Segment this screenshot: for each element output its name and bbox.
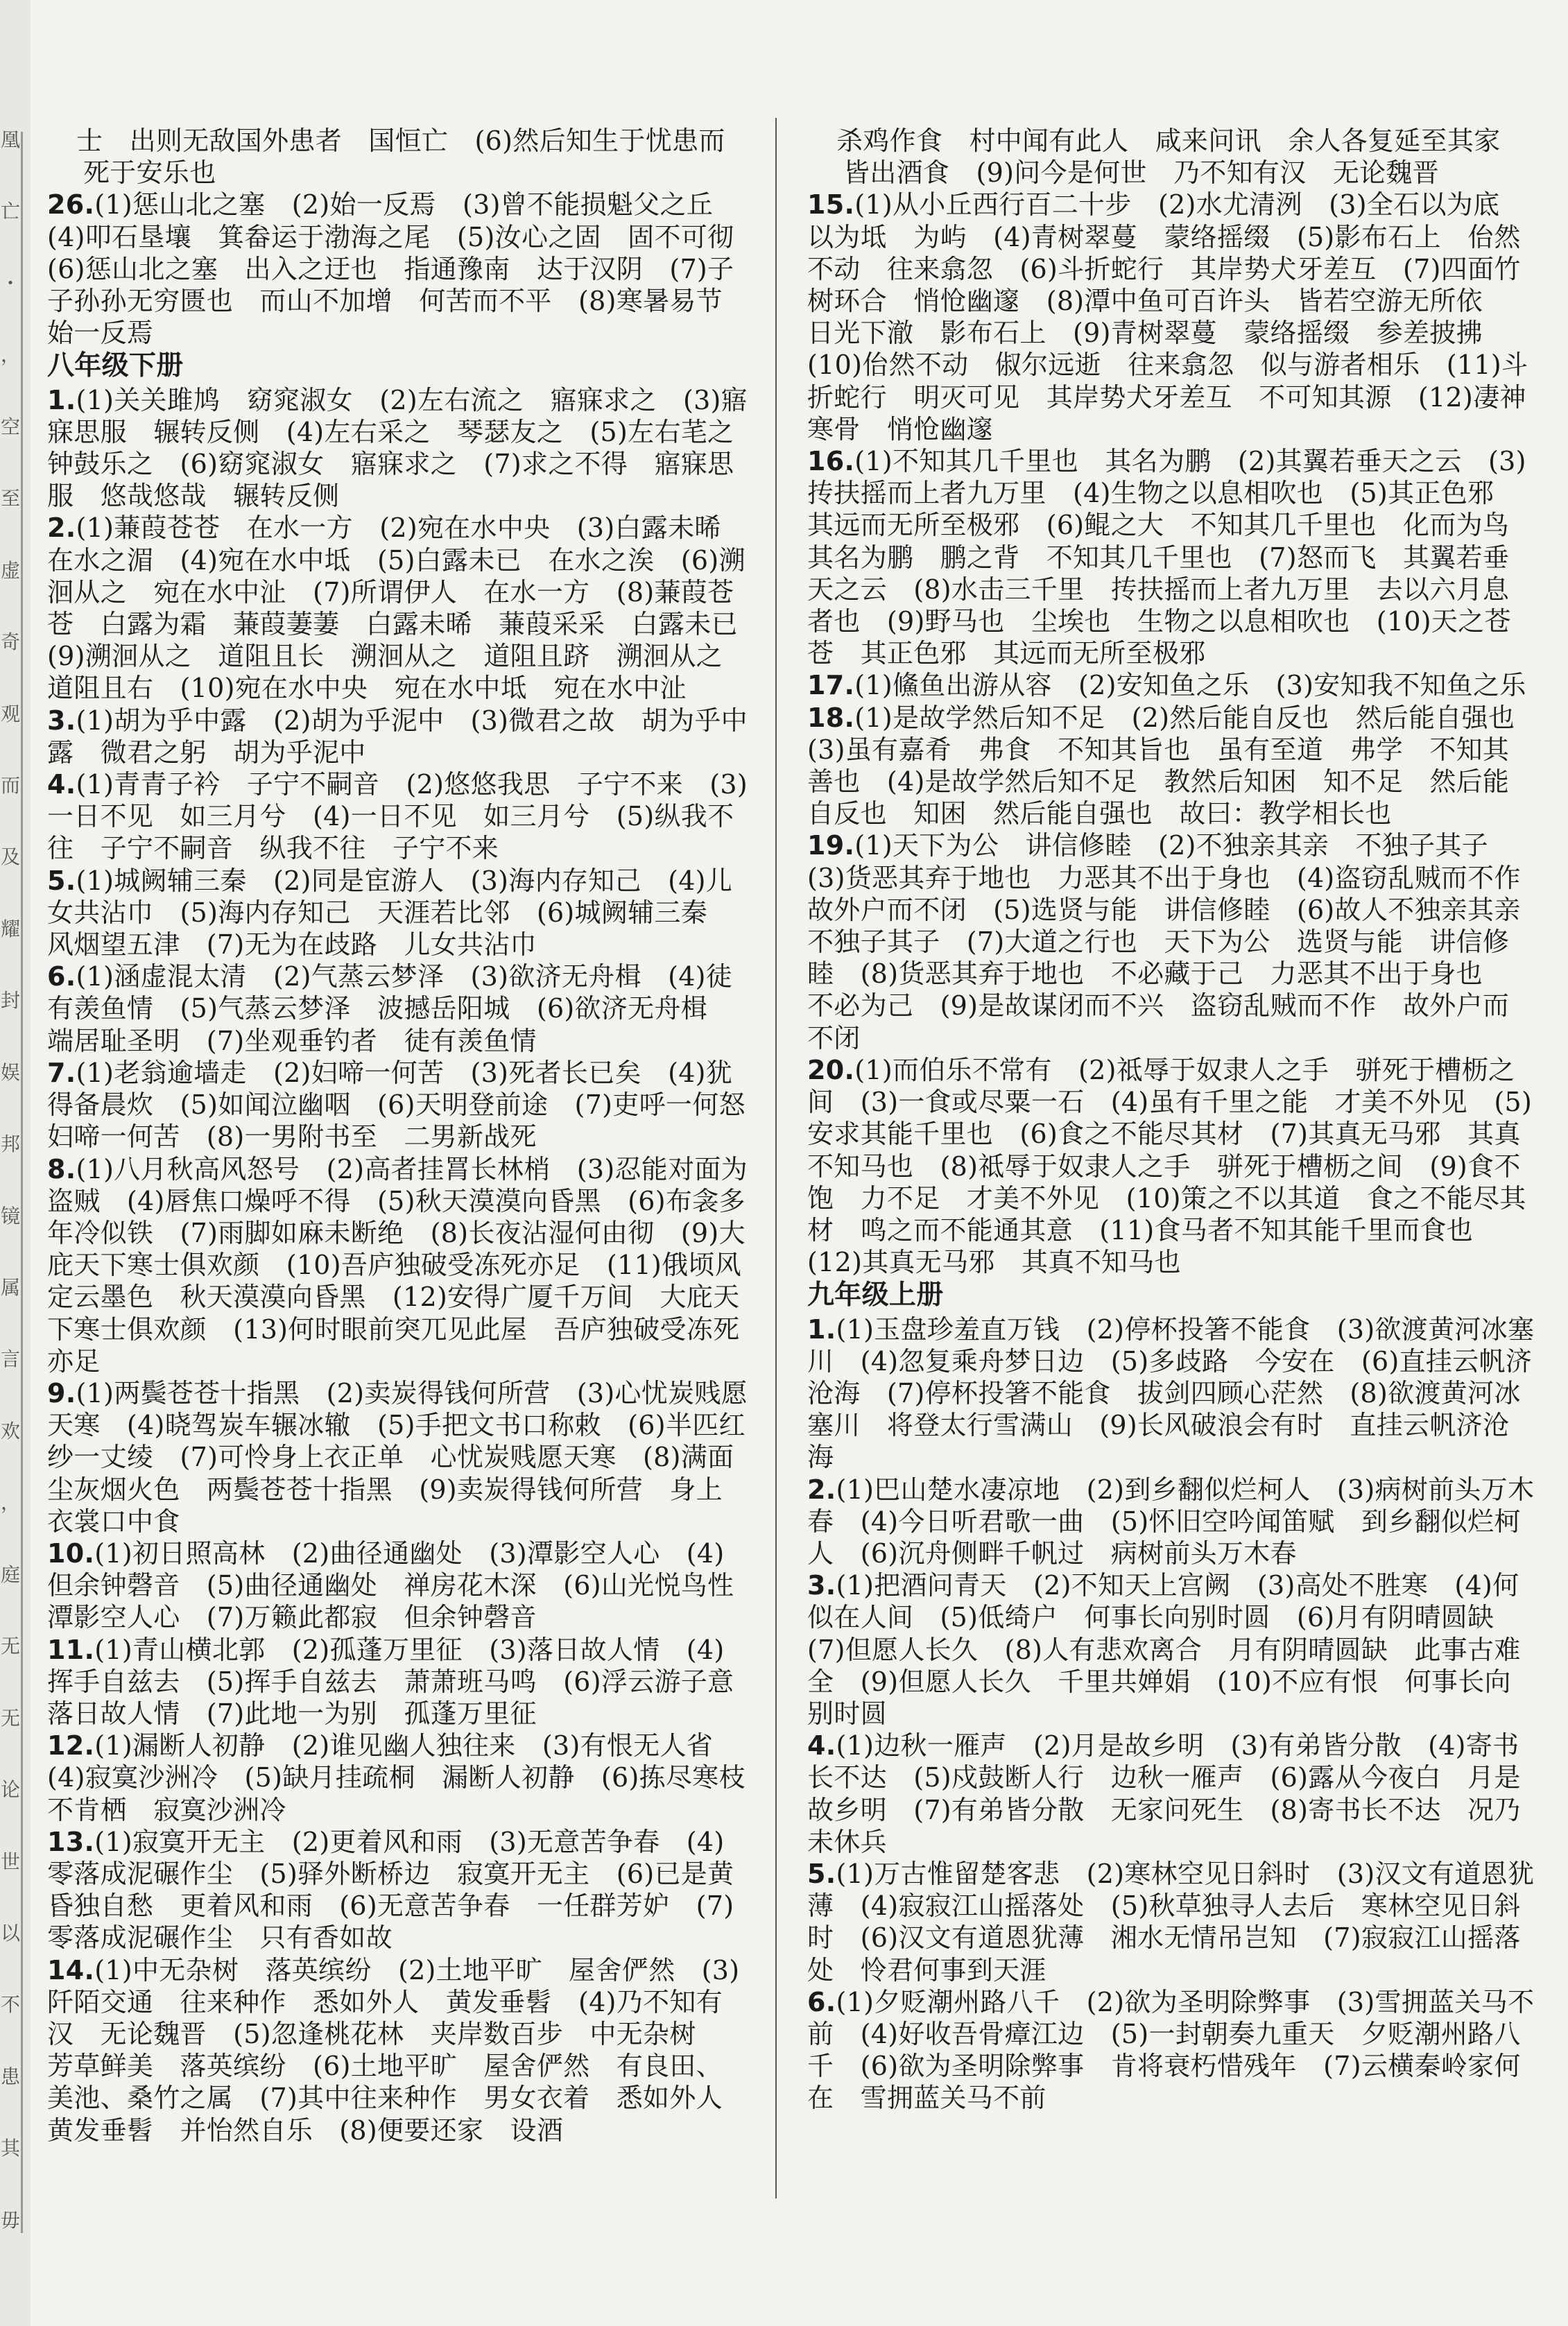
answer-text: (1)惩山北之塞 (2)始一反焉 (3)曾不能损魁父之丘 (4)叩石垦壤 箕畚运于渤海之尾 (5)汝心之固 固不可彻 (6)惩山北之塞 出入之迂也 指通豫南 达于汉阴 (7)子子孙孙无穷匮也 而山不加增 何苦而不平 (8)寒暑易节 始一反焉: [47, 189, 761, 349]
answer-text: (1)夕贬潮州路八千 (2)欲为圣明除弊事 (3)雪拥蓝关马不前 (4)好收吾骨瘴江边 (5)一封朝奏九重天 夕贬潮州路八千 (6)欲为圣明除弊事 肯将衰朽惜残年 (7)云横秦岭家何在 雪拥蓝关马不前: [807, 1986, 1535, 2114]
answer-item: [47, 512, 765, 704]
answer-item: [47, 768, 748, 865]
margin-mark: 言: [1, 1347, 21, 1371]
margin-mark: 镜: [1, 1204, 21, 1227]
answer-number: 10.: [47, 1537, 95, 1569]
answer-text: (1)城阙辅三秦 (2)同是宦游人 (3)海内存知己 (4)儿女共沾巾 (5)海内存知己 天涯若比邻 (6)城阙辅三秦 风烟望五津 (7)无为在歧路 儿女共沾巾: [47, 865, 734, 960]
margin-mark: 其: [1, 2137, 21, 2160]
answer-text: (1)是故学然后知不足 (2)然后能自反也 然后能自强也 (3)虽有嘉肴 弗食 不知其旨也 虽有至道 弗学 不知其善也 (4)是故学然后知不足 教然后知困 知不足 然后能自反也 知困 然后能自强也 故曰：教学相长也: [807, 702, 1542, 829]
answer-number: 5.: [807, 1858, 836, 1889]
margin-mark: ，: [1, 1491, 21, 1515]
margin-mark: 耀: [1, 917, 21, 940]
answer-text: (1)初日照高林 (2)曲径通幽处 (3)潭影空人心 (4)但余钟磬音 (5)曲径通幽处 禅房花木深 (6)山光悦鸟性 潭影空人心 (7)万籁此都寂 但余钟磬音: [47, 1537, 761, 1633]
answer-text: (1)玉盘珍羞直万钱 (2)停杯投箸不能食 (3)欲渡黄河冰塞川 (4)忽复乘舟梦日边 (5)多歧路 今安在 (6)直挂云帆济沧海 (7)停杯投箸不能食 拔剑四顾心茫然 (8)欲渡黄河冰塞川 将登太行雪满山 (9)长风破浪会有时 直挂云帆济沧海: [807, 1313, 1535, 1473]
answer-number: 1.: [47, 384, 76, 415]
continued-answer: 士 出则无敌国外患者 国恒亡 (6)然后知生于忧患而死于安乐也: [76, 126, 725, 189]
answer-number: 7.: [47, 1057, 76, 1088]
margin-mark: 属: [1, 1276, 21, 1299]
answer-text: (1)老翁逾墙走 (2)妇啼一何苦 (3)死者长已矣 (4)犹得备晨炊 (5)如闻泣幽咽 (6)天明登前途 (7)吏呼一何怒 妇啼一何苦 (8)一男附书至 二男新战死: [47, 1057, 773, 1153]
answer-text: (1)青青子衿 子宁不嗣音 (2)悠悠我思 子宁不来 (3)一日不见 如三月兮 (4)一日不见 如三月兮 (5)纵我不往 子宁不嗣音 纵我不往 子宁不来: [47, 769, 748, 864]
answer-item: [807, 1474, 1535, 1570]
binding-rule: [21, 132, 23, 2233]
answer-text: (1)边秋一雁声 (2)月是故乡明 (3)有弟皆分散 (4)寄书长不达 (5)戍鼓断人行 边秋一雁声 (6)露从今夜白 月是故乡明 (7)有弟皆分散 无家问死生 (8)寄书长不达 况乃未休兵: [807, 1730, 1521, 1857]
margin-mark: 虚: [1, 558, 21, 582]
margin-mark: 世: [1, 1850, 21, 1873]
margin-mark: 邦: [1, 1132, 21, 1156]
answer-item: [807, 669, 1535, 701]
answer-text: (1)而伯乐不常有 (2)祗辱于奴隶人之手 骈死于槽枥之间 (3)一食或尽粟一石 (4)虽有千里之能 才美不外见 (5)安求其能千里也 (6)食之不能尽其材 (7)其真无马邪 其真不知马也 (8)祗辱于奴隶人之手 骈死于槽枥之间 (9)食不饱 力不足 才美不外见 (10)策之不以其道 食之不能尽其材 鸣之而不能通其意 (11)食马者不知其能千里而食也 (12)其真无马邪 其真不知马也: [807, 1054, 1533, 1278]
margin-marks: [1, 125, 19, 2233]
answer-number: 16.: [807, 446, 855, 477]
margin-mark: 观: [1, 702, 21, 725]
margin-mark: 论: [1, 1778, 21, 1802]
answer-number: 4.: [47, 769, 76, 800]
answer-text: (1)中无杂树 落英缤纷 (2)土地平旷 屋舍俨然 (3)阡陌交通 往来种作 悉如外人 黄发垂髫 (4)乃不知有汉 无论魏晋 (5)忽逢桃花林 夹岸数百步 中无杂树 芳草鲜美 落英缤纷 (6)土地平旷 屋舍俨然 有良田、美池、桑竹之属 (7)其中往来种作 男女衣着 悉如外人 黄发垂髫 并怡然自乐 (8)便要还家 设酒: [47, 1954, 750, 2146]
margin-mark: 封: [1, 989, 21, 1013]
answer-item: [47, 189, 761, 349]
answer-text: (1)关关雎鸠 窈窕淑女 (2)左右流之 寤寐求之 (3)寤寐思服 辗转反侧 (4)左右采之 琴瑟友之 (5)左右芼之 钟鼓乐之 (6)窈窕淑女 寤寐求之 (7)求之不得 寤寐思服 悠哉悠哉 辗转反侧: [47, 384, 761, 512]
answer-item: [47, 960, 748, 1057]
answer-text: (1)不知其几千里也 其名为鹏 (2)其翼若垂天之云 (3)抟扶摇而上者九万里 (4)生物之以息相吹也 (5)其正色邪 其远而无所至极邪 (6)鲲之大 不知其几千里也 化而为鸟 其名为鹏 鹏之背 不知其几千里也 (7)怒而飞 其翼若垂天之云 (8)水击三千里 抟扶摇而上者九万里 去以六月息者也 (9)野马也 尘埃也 生物之以息相吹也 (10)天之苍苍 其正色邪 其远而无所至极邪: [807, 446, 1536, 669]
answer-item: [47, 1153, 748, 1377]
answer-number: 15.: [807, 189, 855, 221]
answer-number: 14.: [47, 1954, 95, 1985]
margin-mark: 以: [1, 1921, 21, 1945]
answer-text: (1)把酒问青天 (2)不知天上宫阙 (3)高处不胜寒 (4)何似在人间 (5)低绮户 何事长向别时圆 (6)月有阴晴圆缺 (7)但愿人长久 (8)人有悲欢离合 月有阴晴圆缺 此事古难全 (9)但愿人长久 千里共婵娟 (10)不应有恨 何事长向别时圆: [807, 1570, 1521, 1729]
column-divider: [775, 118, 777, 2198]
answer-text: (1)鯈鱼出游从容 (2)安知鱼之乐 (3)安知我不知鱼之乐: [854, 670, 1526, 701]
answer-number: 26.: [47, 189, 95, 221]
answer-text: (1)漏断人初静 (2)谁见幽人独往来 (3)有恨无人省 (4)寂寞沙洲冷 (5)缺月挂疏桐 漏断人初静 (6)拣尽寒枝不肯栖 寂寞沙洲冷: [47, 1730, 746, 1825]
answer-item: [807, 189, 1535, 445]
answer-number: 19.: [807, 830, 855, 861]
answer-number: 1.: [807, 1313, 836, 1345]
answer-number: 8.: [47, 1153, 76, 1184]
answer-item: [47, 1634, 761, 1730]
margin-mark: 欢: [1, 1419, 21, 1442]
answer-item: [807, 1986, 1535, 2114]
margin-mark: ・: [1, 271, 21, 295]
section-heading: 九年级上册: [807, 1280, 944, 1311]
answer-item: [47, 1954, 748, 2146]
answer-text: (1)巴山楚水凄凉地 (2)到乡翻似烂柯人 (3)病树前头万木春 (4)今日听君歌一曲 (5)怀旧空吟闻笛赋 到乡翻似烂柯人 (6)沉舟侧畔千帆过 病树前头万木春: [807, 1474, 1535, 1569]
answer-number: 2.: [807, 1474, 836, 1505]
answer-item: [47, 1377, 748, 1537]
answer-number: 5.: [47, 865, 76, 896]
answer-item: [807, 445, 1535, 669]
answer-item: [47, 1826, 748, 1954]
answer-text: (1)两鬓苍苍十指黑 (2)卖炭得钱何所营 (3)心忧炭贱愿天寒 (4)晓驾炭车辗冰辙 (5)手把文书口称敕 (6)半匹红纱一丈绫 (7)可怜身上衣正单 心忧炭贱愿天寒 (8)满面尘灰烟火色 两鬓苍苍十指黑 (9)卖炭得钱何所营 身上衣裳口中食: [47, 1377, 748, 1537]
margin-mark: 凰: [1, 128, 21, 151]
answer-item: [47, 384, 761, 512]
answer-item: [47, 1537, 761, 1634]
answer-item: [807, 1858, 1535, 1986]
section-heading: 八年级下册: [47, 350, 184, 382]
margin-mark: ，: [1, 343, 21, 367]
answer-number: 9.: [47, 1377, 76, 1408]
answer-item: [47, 865, 748, 961]
margin-mark: 不: [1, 1993, 21, 2017]
margin-mark: 无: [1, 1706, 21, 1730]
answer-text: (1)寂寞开无主 (2)更着风和雨 (3)无意苦争春 (4)零落成泥碾作尘 (5)驿外断桥边 寂寞开无主 (6)已是黄昏独自愁 更着风和雨 (6)无意苦争春 一任群芳妒 (7)零落成泥碾作尘 只有香如故: [47, 1826, 734, 1954]
answer-text: (1)从小丘西行百二十步 (2)水尤清洌 (3)全石以为底 以为坻 为屿 (4)青树翠蔓 蒙络摇缀 (5)影布石上 佁然不动 往来翕忽 (6)斗折蛇行 其岸势犬牙差互 (7)四面竹树环合 悄怆幽邃 (8)潭中鱼可百许头 皆若空游无所依 日光下澈 影布石上 (9)青树翠蔓 蒙络摇缀 参差披拂 (10)佁然不动 俶尔远逝 往来翕忽 似与游者相乐 (11)斗折蛇行 明灭可见 其岸势犬牙差互 不可知其源 (12)凄神寒骨 悄怆幽邃: [807, 189, 1528, 445]
answer-item: [47, 1730, 748, 1826]
answer-item: [807, 1569, 1535, 1730]
answer-number: 20.: [807, 1054, 855, 1085]
margin-mark: 毋: [1, 2208, 21, 2232]
answer-item: [47, 705, 748, 768]
answer-text: (1)八月秋高风怒号 (2)高者挂罥长林梢 (3)忍能对面为盗贼 (4)唇焦口燥呼不得 (5)秋天漠漠向昏黑 (6)布衾多年冷似铁 (7)雨脚如麻未断绝 (8)长夜沾湿何由彻 (9)大庇天下寒士俱欢颜 (10)吾庐独破受冻死亦足 (11)俄顷风定云墨色 秋天漠漠向昏黑 (12)安得广厦千万间 大庇天下寒士俱欢颜 (13)何时眼前突兀见此屋 吾庐独破受冻死亦足: [47, 1153, 748, 1377]
answer-number: 13.: [47, 1826, 95, 1857]
margin-mark: 而: [1, 773, 21, 797]
answer-item: [807, 1054, 1535, 1278]
answer-text: (1)蒹葭苍苍 在水一方 (2)宛在水中央 (3)白露未晞 在水之湄 (4)宛在水中坻 (5)白露未已 在水之涘 (6)溯洄从之 宛在水中沚 (7)所谓伊人 在水一方 (8)蒹葭苍苍 白露为霜 蒹葭萋萋 白露未晞 蒹葭采采 白露未已 (9)溯洄从之 道阻且长 溯洄从之 道阻且跻 溯洄从之 道阻且右 (10)宛在水中央 宛在水中坻 宛在水中沚: [47, 512, 765, 704]
answer-number: 3.: [807, 1570, 836, 1601]
answer-number: 3.: [47, 705, 76, 736]
left-column: [47, 125, 773, 2219]
margin-mark: 庭: [1, 1562, 21, 1586]
answer-number: 6.: [47, 961, 76, 992]
answer-item: [807, 702, 1542, 830]
answer-number: 18.: [807, 702, 855, 733]
answer-item: [47, 1057, 773, 1153]
answer-text: (1)万古惟留楚客悲 (2)寒林空见日斜时 (3)汉文有道恩犹薄 (4)寂寂江山摇落处 (5)秋草独寻人去后 寒林空见日斜时 (6)汉文有道恩犹薄 湘水无情吊岂知 (7)寂寂江山摇落处 怜君何事到天涯: [807, 1858, 1535, 1985]
answer-number: 11.: [47, 1634, 95, 1665]
answer-text: (1)青山横北郭 (2)孤蓬万里征 (3)落日故人情 (4)挥手自兹去 (5)挥手自兹去 萧萧班马鸣 (6)浮云游子意 落日故人情 (7)此地一为别 孤蓬万里征: [47, 1634, 761, 1729]
margin-mark: 奇: [1, 630, 21, 654]
margin-mark: 无: [1, 1635, 21, 1658]
margin-mark: 亡: [1, 200, 21, 223]
answer-number: 4.: [807, 1730, 836, 1761]
margin-mark: 患: [1, 2065, 21, 2088]
answer-text: (1)天下为公 讲信修睦 (2)不独亲其亲 不独子其子 (3)货恶其弃于地也 力恶其不出于身也 (4)盗窃乱贼而不作 故外户而不闭 (5)选贤与能 讲信修睦 (6)故人不独亲其亲 不独子其子 (7)大道之行也 天下为公 选贤与能 讲信修睦 (8)货恶其弃于地也 不必藏于己 力恶其不出于身也 不必为己 (9)是故谋闭而不兴 盗窃乱贼而不作 故外户而不闭: [807, 830, 1547, 1053]
margin-mark: 至: [1, 487, 21, 510]
continued-answer: 杀鸡作食 村中闻有此人 咸来问讯 余人各复延至其家 皆出酒食 (9)问今是何世 乃不知有汉 无论魏晋: [836, 126, 1527, 189]
answer-number: 2.: [47, 512, 76, 544]
answer-number: 12.: [47, 1730, 95, 1761]
margin-mark: 空: [1, 415, 21, 438]
answer-text: (1)涵虚混太清 (2)气蒸云梦泽 (3)欲济无舟楫 (4)徒有羡鱼情 (5)气蒸云梦泽 波撼岳阳城 (6)欲济无舟楫 端居耻圣明 (7)坐观垂钓者 徒有羡鱼情: [47, 961, 734, 1056]
answer-item: [807, 1313, 1535, 1474]
answer-number: 6.: [807, 1986, 836, 2017]
answer-item: [807, 829, 1547, 1053]
margin-mark: 娱: [1, 1060, 21, 1084]
right-column: [807, 125, 1547, 2219]
answer-item: [807, 1730, 1535, 1858]
margin-mark: 及: [1, 845, 21, 869]
answer-text: (1)胡为乎中露 (2)胡为乎泥中 (3)微君之故 胡为乎中露 微君之躬 胡为乎泥中: [47, 705, 748, 768]
answer-number: 17.: [807, 670, 855, 701]
